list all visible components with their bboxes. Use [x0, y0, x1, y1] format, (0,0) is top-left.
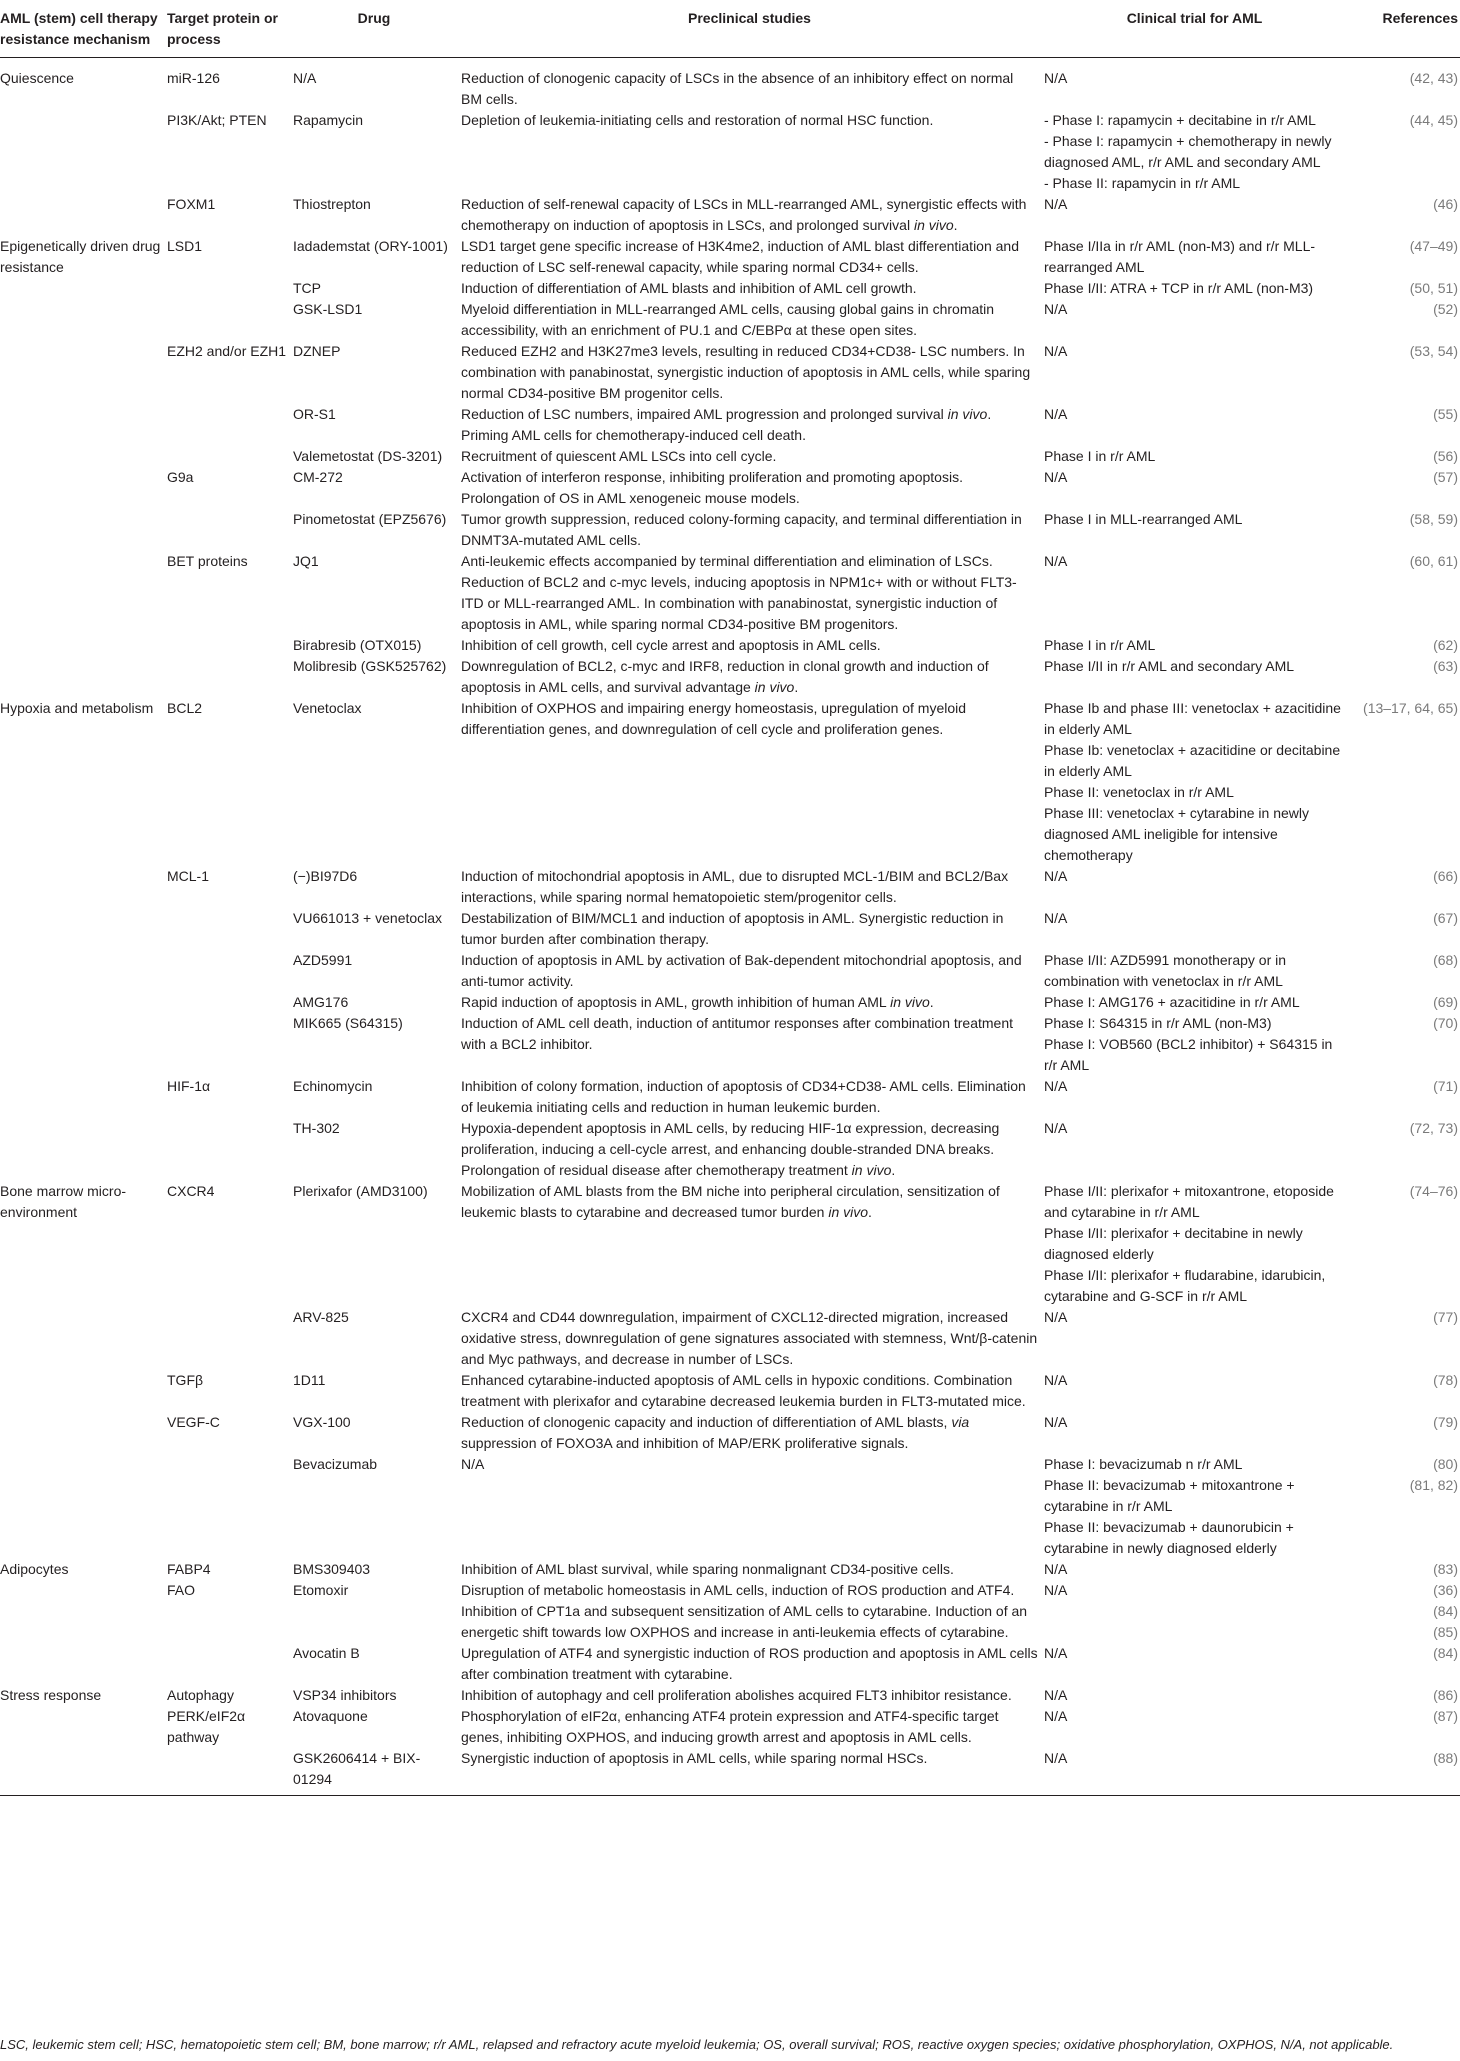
preclinical-cell: Enhanced cytarabine-inducted apoptosis of AML cells in hypoxic conditions. Combination treatment with plerixafor and cytarabine decreased leukemia burden in FLT3-mutated mice.	[461, 1372, 1026, 1409]
drug-cell: Molibresib (GSK525762)	[293, 658, 447, 674]
drug-cell: Plerixafor (AMD3100)	[293, 1183, 428, 1199]
mechanism-cell	[0, 1412, 167, 1454]
table-row	[0, 551, 1460, 635]
clinical-cell: N/A	[1044, 1582, 1068, 1598]
mechanism-cell	[0, 509, 167, 551]
target-cell	[167, 446, 293, 467]
preclinical-cell: Tumor growth suppression, reduced colony-forming capacity, and terminal differentiation in DNMT3A-mutated AML cells.	[461, 511, 1022, 548]
drug-cell: TH-302	[293, 1120, 340, 1136]
clinical-cell	[1044, 1454, 1351, 1559]
drug-cell: JQ1	[293, 553, 319, 569]
table-row	[0, 194, 1460, 236]
clinical-line: Phase I: bevacizumab n r/r AML	[1044, 1456, 1243, 1472]
target-cell: Autophagy	[167, 1687, 234, 1703]
drug-cell: Venetoclax	[293, 700, 362, 716]
mechanism-cell	[0, 1307, 167, 1370]
target-cell	[167, 1013, 293, 1076]
preclinical-cell: Induction of mitochondrial apoptosis in AML, due to disrupted MCL-1/BIM and BCL2/Bax interactions, while sparing normal hematopoietic stem/progenitor cells.	[461, 868, 1009, 905]
mechanism-cell: Stress response	[0, 1687, 102, 1703]
clinical-cell: Phase I in r/r AML	[1044, 637, 1156, 653]
mechanism-cell	[0, 950, 167, 992]
reference-cell: (46)	[1433, 196, 1458, 212]
reference-line: (81, 82)	[1409, 1477, 1458, 1493]
table-row	[0, 1706, 1460, 1748]
mechanism-cell	[0, 194, 167, 236]
clinical-cell: N/A	[1044, 1687, 1068, 1703]
mechanism-cell	[0, 1370, 167, 1412]
preclinical-cell: Activation of interferon response, inhibiting proliferation and promoting apoptosis. Prolongation of OS in AML xenogeneic mouse models.	[461, 469, 963, 506]
preclinical-cell	[461, 1181, 1044, 1307]
drug-cell: Pinometostat (EPZ5676)	[293, 511, 447, 527]
table-row	[0, 1643, 1460, 1685]
table-row	[0, 446, 1460, 467]
table-row	[0, 236, 1460, 278]
mechanism-cell	[0, 278, 167, 341]
preclinical-text: Mobilization of AML blasts from the BM niche into peripheral circulation, sensitization of leukemic blasts to cytarabine and decreased tumor burden	[461, 1183, 1000, 1220]
clinical-line: - Phase I: rapamycin + chemotherapy in newly diagnosed AML, r/r AML and secondary AML	[1044, 133, 1332, 170]
header-target: Target protein or process	[167, 8, 293, 58]
reference-cell: (58, 59)	[1409, 511, 1458, 527]
reference-cell: (72, 73)	[1409, 1120, 1458, 1136]
clinical-cell: N/A	[1044, 196, 1068, 212]
drug-cell: 1D11	[293, 1372, 326, 1388]
reference-line: (36)	[1433, 1582, 1458, 1598]
target-cell	[167, 1454, 293, 1559]
clinical-cell: Phase I/II: AZD5991 monotherapy or in combination with venetoclax in r/r AML	[1044, 952, 1287, 989]
clinical-cell: N/A	[1044, 469, 1068, 485]
clinical-cell: N/A	[1044, 1561, 1068, 1577]
drug-cell: AMG176	[293, 994, 349, 1010]
drug-cell: (−)BI97D6	[293, 868, 358, 884]
reference-cell: (71)	[1433, 1078, 1458, 1094]
reference-cell: (74–76)	[1409, 1183, 1458, 1199]
reference-cell: (70)	[1433, 1015, 1458, 1031]
preclinical-emphasis: in vivo	[947, 406, 988, 422]
preclinical-line: Induction of differentiation of AML blasts and inhibition of AML cell growth.	[461, 280, 917, 296]
mechanism-cell	[0, 866, 167, 908]
mechanism-cell	[0, 992, 167, 1013]
reference-line: (50, 51)	[1409, 280, 1458, 296]
clinical-line: Phase II: venetoclax in r/r AML	[1044, 784, 1234, 800]
clinical-cell	[1044, 698, 1351, 866]
preclinical-cell	[461, 1118, 1044, 1181]
clinical-line: Phase I: VOB560 (BCL2 inhibitor) + S64315 in r/r AML	[1044, 1036, 1333, 1073]
header-preclinical: Preclinical studies	[461, 8, 1044, 58]
clinical-cell: Phase I in MLL-rearranged AML	[1044, 511, 1243, 527]
clinical-cell: N/A	[1044, 1372, 1068, 1388]
preclinical-cell: Upregulation of ATF4 and synergistic induction of ROS production and apoptosis in AML cells after combination treatment with cytarabine.	[461, 1645, 1038, 1682]
table-row	[0, 1076, 1460, 1118]
drug-cell: CM-272	[293, 469, 343, 485]
reference-cell: (83)	[1433, 1561, 1458, 1577]
clinical-cell: N/A	[1044, 1414, 1068, 1430]
mechanism-cell	[0, 404, 167, 446]
preclinical-cell	[461, 194, 1044, 236]
reference-cell: (60, 61)	[1409, 553, 1458, 569]
drug-cell: Avocatin B	[293, 1645, 360, 1661]
therapy-resistance-table	[0, 8, 1460, 1796]
clinical-cell: N/A	[1044, 1645, 1068, 1661]
mechanism-cell	[0, 908, 167, 950]
preclinical-cell: Phosphorylation of eIF2α, enhancing ATF4 protein expression and ATF4-specific target genes, inhibiting OXPHOS, and inducing growth arrest and apoptosis in AML cells.	[461, 1708, 999, 1745]
reference-cell: (44, 45)	[1409, 112, 1458, 128]
target-cell: BET proteins	[167, 553, 248, 569]
clinical-line: Phase Ib and phase III: venetoclax + azacitidine in elderly AML	[1044, 700, 1341, 737]
drug-cell: Etomoxir	[293, 1582, 349, 1598]
preclinical-emphasis: in vivo	[828, 1204, 869, 1220]
header-references: References	[1351, 8, 1460, 58]
preclinical-cell: Induction of AML cell death, induction of antitumor responses after combination treatment with a BCL2 inhibitor.	[461, 1015, 1014, 1052]
target-cell	[167, 404, 293, 446]
table-row	[0, 1370, 1460, 1412]
header-drug: Drug	[293, 8, 461, 58]
table-row	[0, 404, 1460, 446]
target-cell: VEGF-C	[167, 1414, 220, 1430]
preclinical-cell	[461, 992, 1044, 1013]
mechanism-cell	[0, 656, 167, 698]
target-cell	[167, 950, 293, 992]
table-row	[0, 1454, 1460, 1559]
preclinical-cell	[461, 656, 1044, 698]
reference-cell: (67)	[1433, 910, 1458, 926]
drug-cell: OR-S1	[293, 406, 336, 422]
clinical-cell: N/A	[1044, 1309, 1068, 1325]
table-row	[0, 1118, 1460, 1181]
mechanism-cell: Quiescence	[0, 70, 74, 86]
clinical-line: Phase I/II: plerixafor + decitabine in newly diagnosed elderly	[1044, 1225, 1303, 1262]
drug-cell: VSP34 inhibitors	[293, 1687, 397, 1703]
preclinical-cell: Reduced EZH2 and H3K27me3 levels, resulting in reduced CD34+CD38- LSC numbers. In combination with panabinostat, synergistic induction of apoptosis in AML cells, while sparing normal CD34-positive BM progenitor cells.	[461, 343, 1031, 401]
preclinical-line: Myeloid differentiation in MLL-rearranged AML cells, causing global gains in chromatin accessibility, with an enrichment of PU.1 and C/EBPα at these open sites.	[461, 301, 995, 338]
mechanism-cell	[0, 1118, 167, 1181]
table-row	[0, 1307, 1460, 1370]
table-row	[0, 278, 1460, 341]
clinical-cell: N/A	[1044, 1748, 1351, 1796]
clinical-line: Phase III: venetoclax + cytarabine in newly diagnosed AML ineligible for intensive chemotherapy	[1044, 805, 1309, 863]
table-row	[0, 656, 1460, 698]
mechanism-cell: Adipocytes	[0, 1561, 69, 1577]
clinical-line: - Phase II: rapamycin in r/r AML	[1044, 175, 1241, 191]
preclinical-cell: Disruption of metabolic homeostasis in AML cells, induction of ROS production and ATF4. Inhibition of CPT1a and subsequent sensitization of AML cells to cytarabine. Induction of an energetic shift towards low OXPHOS and increase in anti-leukemia effects of cytarabine.	[461, 1582, 1028, 1640]
target-cell: EZH2 and/or EZH1	[167, 343, 287, 359]
mechanism-cell	[0, 1643, 167, 1685]
target-cell	[167, 635, 293, 656]
target-cell	[167, 656, 293, 698]
clinical-cell	[1044, 1013, 1351, 1076]
mechanism-cell	[0, 467, 167, 509]
clinical-cell: N/A	[1044, 868, 1068, 884]
clinical-line: Phase Ib: venetoclax + azacitidine or decitabine in elderly AML	[1044, 742, 1341, 779]
target-cell: miR-126	[167, 70, 220, 86]
target-cell: FABP4	[167, 1561, 211, 1577]
clinical-cell: N/A	[1044, 553, 1068, 569]
mechanism-cell	[0, 551, 167, 635]
mechanism-cell	[0, 635, 167, 656]
preclinical-text: .	[868, 1204, 872, 1220]
preclinical-text: Rapid induction of apoptosis in AML, growth inhibition of human AML	[461, 994, 891, 1010]
mechanism-cell	[0, 110, 167, 194]
clinical-cell: N/A	[1044, 1708, 1068, 1724]
drug-cell: Birabresib (OTX015)	[293, 637, 422, 653]
target-cell: LSD1	[167, 238, 203, 254]
preclinical-text: Reduction of LSC numbers, impaired AML progression and prolonged survival	[461, 406, 948, 422]
preclinical-text: .	[929, 994, 934, 1010]
mechanism-cell	[0, 1454, 167, 1559]
clinical-line: N/A	[1044, 301, 1068, 317]
preclinical-cell	[461, 404, 1044, 446]
preclinical-cell: Depletion of leukemia-initiating cells and restoration of normal HSC function.	[461, 112, 934, 128]
table-row	[0, 1013, 1460, 1076]
mechanism-cell	[0, 446, 167, 467]
reference-cell: (55)	[1433, 406, 1458, 422]
drug-cell: BMS309403	[293, 1561, 371, 1577]
clinical-line: Phase I/II: plerixafor + mitoxantrone, etoposide and cytarabine in r/r AML	[1044, 1183, 1334, 1220]
preclinical-text: . Priming AML cells for chemotherapy-induced cell death.	[461, 406, 992, 443]
preclinical-text: Reduction of self-renewal capacity of LSCs in MLL-rearranged AML, synergistic effects with chemotherapy on induction of apoptosis in LSCs, and prolonged survival	[461, 196, 1027, 233]
table-row	[0, 1748, 1460, 1796]
clinical-cell: Phase I/II in r/r AML and secondary AML	[1044, 658, 1295, 674]
drug-cell: N/A	[293, 70, 317, 86]
preclinical-cell: Induction of apoptosis in AML by activation of Bak-dependent mitochondrial apoptosis, and anti-tumor activity.	[461, 952, 1022, 989]
reference-line: (84)	[1433, 1603, 1458, 1619]
drug-cell: Valemetostat (DS-3201)	[293, 448, 443, 464]
preclinical-cell: Inhibition of colony formation, induction of apoptosis of CD34+CD38- AML cells. Elimination of leukemia initiating cells and reduction in human leukemic burden.	[461, 1078, 1026, 1115]
drug-cell: Thiostrepton	[293, 196, 371, 212]
preclinical-cell	[461, 1412, 1044, 1454]
preclinical-text: .	[953, 217, 958, 233]
drug-cell: Rapamycin	[293, 112, 364, 128]
header-clinical: Clinical trial for AML	[1044, 8, 1351, 58]
target-cell: PERK/eIF2α pathway	[167, 1708, 246, 1745]
preclinical-cell: Recruitment of quiescent AML LSCs into cell cycle.	[461, 448, 777, 464]
mechanism-cell	[0, 341, 167, 404]
drug-cell: MIK665 (S64315)	[293, 1015, 403, 1031]
clinical-cell: N/A	[1044, 406, 1068, 422]
clinical-cell: N/A	[1044, 343, 1068, 359]
preclinical-emphasis: in vivo	[851, 1162, 892, 1178]
reference-cell: (63)	[1433, 658, 1458, 674]
clinical-cell: Phase I in r/r AML	[1044, 448, 1156, 464]
table-row	[0, 1412, 1460, 1454]
clinical-line: Phase I: S64315 in r/r AML (non-M3)	[1044, 1015, 1272, 1031]
clinical-cell	[1044, 278, 1351, 341]
clinical-cell	[1044, 110, 1351, 194]
mechanism-cell	[0, 1076, 167, 1118]
preclinical-text: .	[891, 1162, 896, 1178]
mechanism-cell	[0, 1580, 167, 1643]
target-cell: FAO	[167, 1582, 196, 1598]
clinical-cell: N/A	[1044, 1120, 1068, 1136]
table-row	[0, 110, 1460, 194]
mechanism-cell: Bone marrow micro-environment	[0, 1183, 127, 1220]
target-cell	[167, 1118, 293, 1181]
table-row	[0, 1580, 1460, 1643]
clinical-cell: N/A	[1044, 1078, 1068, 1094]
header-mechanism: AML (stem) cell therapy resistance mechanism	[0, 8, 167, 58]
reference-cell	[1351, 1580, 1460, 1643]
drug-cell: GSK2606414 + BIX-01294	[293, 1748, 461, 1796]
drug-cell: Echinomycin	[293, 1078, 373, 1094]
reference-cell: (87)	[1433, 1708, 1458, 1724]
table-row	[0, 866, 1460, 908]
reference-cell: (56)	[1433, 448, 1458, 464]
clinical-line: Phase I/II: ATRA + TCP in r/r AML (non-M3)	[1044, 280, 1314, 296]
reference-cell: (84)	[1433, 1645, 1458, 1661]
preclinical-cell: Inhibition of AML blast survival, while sparing nonmalignant CD34-positive cells.	[461, 1561, 954, 1577]
target-cell: MCL-1	[167, 868, 210, 884]
preclinical-cell: N/A	[461, 1456, 485, 1472]
drug-line: GSK-LSD1	[293, 301, 363, 317]
reference-line: (52)	[1433, 301, 1458, 317]
drug-cell: ARV-825	[293, 1309, 349, 1325]
clinical-line: Phase I/II: plerixafor + fludarabine, idarubicin, cytarabine and G-SCF in r/r AML	[1044, 1267, 1326, 1304]
reference-cell: (47–49)	[1409, 238, 1458, 254]
target-cell: PI3K/Akt; PTEN	[167, 112, 267, 128]
clinical-cell: Phase I/IIa in r/r AML (non-M3) and r/r MLL-rearranged AML	[1044, 238, 1316, 275]
preclinical-cell	[461, 278, 1044, 341]
preclinical-text: Hypoxia-dependent apoptosis in AML cells, by reducing HIF-1α expression, decreasing proliferation, inducing a cell-cycle arrest, and enhancing double-stranded DNA breaks. Prolongation of residual disease after chemotherapy treatment	[461, 1120, 1000, 1178]
table-row	[0, 341, 1460, 404]
reference-cell: (42, 43)	[1409, 70, 1458, 86]
target-cell	[167, 509, 293, 551]
preclinical-cell: Synergistic induction of apoptosis in AML cells, while sparing normal HSCs.	[461, 1748, 1044, 1796]
preclinical-cell: Inhibition of autophagy and cell proliferation abolishes acquired FLT3 inhibitor resistance.	[461, 1687, 1012, 1703]
table-row	[0, 509, 1460, 551]
reference-cell: (69)	[1433, 994, 1458, 1010]
target-cell	[167, 278, 293, 341]
preclinical-cell: LSD1 target gene specific increase of H3K4me2, induction of AML blast differentiation and reduction of LSC self-renewal capacity, while sparing normal CD34+ cells.	[461, 238, 1020, 275]
drug-line: TCP	[293, 280, 321, 296]
drug-cell: Atovaquone	[293, 1708, 368, 1724]
clinical-line: Phase II: bevacizumab + mitoxantrone + cytarabine in r/r AML	[1044, 1477, 1295, 1514]
reference-cell: (66)	[1433, 868, 1458, 884]
preclinical-emphasis: in vivo	[890, 994, 930, 1010]
drug-cell: VGX-100	[293, 1414, 351, 1430]
table-row	[0, 1181, 1460, 1307]
drug-cell	[293, 278, 461, 341]
target-cell: HIF-1α	[167, 1078, 211, 1094]
mechanism-cell	[0, 1706, 167, 1748]
preclinical-text: .	[794, 679, 799, 695]
drug-cell: AZD5991	[293, 952, 353, 968]
table-row	[0, 1559, 1460, 1580]
mechanism-cell: Hypoxia and metabolism	[0, 700, 154, 716]
table-row	[0, 698, 1460, 866]
preclinical-cell: Reduction of clonogenic capacity of LSCs in the absence of an inhibitory effect on normal BM cells.	[461, 70, 1014, 107]
reference-cell	[1351, 1454, 1460, 1559]
clinical-cell	[1044, 1181, 1351, 1307]
table-header-row	[0, 8, 1460, 58]
reference-cell: (68)	[1433, 952, 1458, 968]
preclinical-cell: Inhibition of cell growth, cell cycle arrest and apoptosis in AML cells.	[461, 637, 881, 653]
drug-cell: DZNEP	[293, 343, 341, 359]
target-cell	[167, 1748, 293, 1796]
clinical-cell: N/A	[1044, 910, 1068, 926]
target-cell: TGFβ	[167, 1372, 204, 1388]
table-row	[0, 467, 1460, 509]
target-cell	[167, 992, 293, 1013]
preclinical-emphasis: in vivo	[913, 217, 954, 233]
target-cell: CXCR4	[167, 1183, 215, 1199]
target-cell	[167, 1643, 293, 1685]
target-cell	[167, 908, 293, 950]
target-cell: G9a	[167, 469, 194, 485]
preclinical-text: Downregulation of BCL2, c-myc and IRF8, reduction in clonal growth and induction of apoptosis in AML cells, and survival advantage	[461, 658, 989, 695]
reference-cell	[1351, 278, 1460, 341]
reference-cell: (88)	[1351, 1748, 1460, 1796]
table-footnote: LSC, leukemic stem cell; HSC, hematopoietic stem cell; BM, bone marrow; r/r AML, relapsed and refractory acute myeloid leukemia; OS, overall survival; ROS, reactive oxygen species; oxidative phosphorylation, OXPHOS, N/A, not applicable.	[0, 2037, 1394, 2052]
reference-cell: (86)	[1433, 1687, 1458, 1703]
drug-cell: Bevacizumab	[293, 1456, 378, 1472]
mechanism-cell	[0, 1748, 167, 1796]
table-row	[0, 58, 1460, 111]
reference-cell: (62)	[1433, 637, 1458, 653]
reference-cell: (79)	[1433, 1414, 1458, 1430]
clinical-line: - Phase I: rapamycin + decitabine in r/r AML	[1044, 112, 1316, 128]
preclinical-text: Reduction of clonogenic capacity and induction of differentiation of AML blasts,	[461, 1414, 952, 1430]
clinical-cell: Phase I: AMG176 + azacitidine in r/r AML	[1044, 994, 1300, 1010]
reference-cell: (78)	[1433, 1372, 1458, 1388]
mechanism-cell	[0, 1013, 167, 1076]
preclinical-emphasis: in vivo	[754, 679, 795, 695]
target-cell: BCL2	[167, 700, 203, 716]
preclinical-cell: Inhibition of OXPHOS and impairing energy homeostasis, upregulation of myeloid differentiation genes, and downregulation of cell cycle and proliferation genes.	[461, 700, 967, 737]
table-row	[0, 635, 1460, 656]
reference-line: (85)	[1433, 1624, 1458, 1640]
drug-cell: Iadademstat (ORY-1001)	[293, 238, 448, 254]
preclinical-cell: CXCR4 and CD44 downregulation, impairment of CXCL12-directed migration, increased oxidative stress, downregulation of gene signatures associated with stemness, Wnt/β-catenin and Myc pathways, and decrease in number of LSCs.	[461, 1309, 1038, 1367]
reference-cell: (53, 54)	[1409, 343, 1458, 359]
clinical-cell: N/A	[1044, 70, 1068, 86]
table-row	[0, 1685, 1460, 1706]
reference-cell: (77)	[1433, 1309, 1458, 1325]
reference-line: (80)	[1433, 1456, 1458, 1472]
mechanism-cell: Epigenetically driven drug resistance	[0, 238, 161, 275]
preclinical-emphasis: via	[951, 1414, 970, 1430]
reference-cell: (13–17, 64, 65)	[1363, 700, 1458, 716]
table-row	[0, 950, 1460, 992]
target-cell: FOXM1	[167, 196, 216, 212]
table-body	[0, 58, 1460, 1796]
reference-cell: (57)	[1433, 469, 1458, 485]
table-row	[0, 992, 1460, 1013]
clinical-line: Phase II: bevacizumab + daunorubicin + cytarabine in newly diagnosed elderly	[1044, 1519, 1294, 1556]
preclinical-cell: Destabilization of BIM/MCL1 and induction of apoptosis in AML. Synergistic reduction in tumor burden after combination therapy.	[461, 910, 1004, 947]
preclinical-cell: Anti-leukemic effects accompanied by terminal differentiation and elimination of LSCs. Reduction of BCL2 and c-myc levels, inducing apoptosis in NPM1c+ with or without FLT3-ITD or MLL-rearranged AML. In combination with panabinostat, synergistic induction of apoptosis in AML, while sparing normal CD34-positive BM progenitors.	[461, 553, 1017, 632]
table-row	[0, 908, 1460, 950]
target-cell	[167, 1307, 293, 1370]
preclinical-text: suppression of FOXO3A and inhibition of MAP/ERK proliferative signals.	[461, 1435, 909, 1451]
drug-cell: VU661013 + venetoclax	[293, 910, 443, 926]
